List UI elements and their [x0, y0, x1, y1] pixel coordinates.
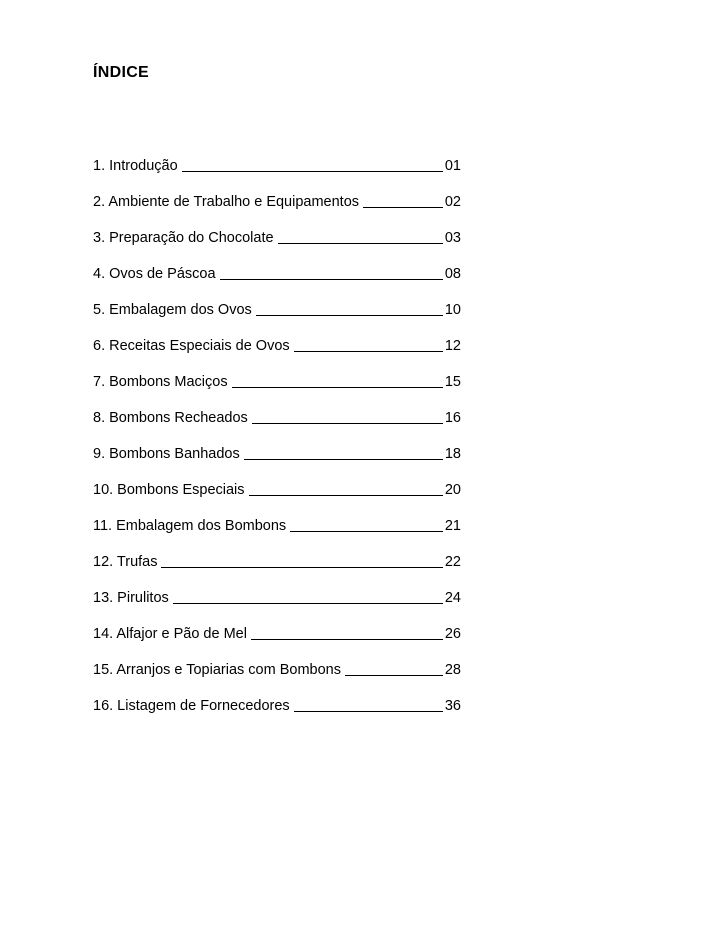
toc-entry-label: 4. Ovos de Páscoa	[93, 266, 216, 282]
toc-entry-label: 1. Introdução	[93, 158, 178, 174]
toc-leader-line	[232, 386, 443, 388]
toc-entry-page: 24	[444, 590, 461, 606]
toc-entry	[93, 427, 461, 463]
toc-entry-label: 7. Bombons Maciços	[93, 374, 228, 390]
toc-leader-line	[182, 170, 443, 172]
toc-entry-page: 16	[444, 410, 461, 426]
toc-entry-label: 12. Trufas	[93, 554, 158, 570]
toc-entry-label: 11. Embalagem dos Bombons	[93, 518, 287, 534]
toc-entry	[93, 607, 461, 643]
toc-entry	[93, 571, 461, 607]
toc-leader-line	[251, 638, 443, 640]
toc-entry-label: 9. Bombons Banhados	[93, 446, 240, 462]
toc-entry	[93, 247, 461, 283]
toc-entry-label: 6. Receitas Especiais de Ovos	[93, 338, 290, 354]
toc-leader-line	[220, 278, 443, 280]
toc-entry	[93, 319, 461, 355]
toc-leader-line	[161, 566, 442, 568]
toc-entry-page: 28	[444, 662, 461, 678]
toc-entry-label: 3. Preparação do Chocolate	[93, 230, 274, 246]
toc-entry-page: 22	[444, 554, 461, 570]
toc-leader-line	[363, 206, 443, 208]
toc-entry	[93, 391, 461, 427]
toc-entry	[93, 463, 461, 499]
toc-entry-page: 26	[444, 626, 461, 642]
toc-leader-line	[345, 674, 443, 676]
toc-entry-page: 10	[444, 302, 461, 318]
toc-leader-line	[244, 458, 443, 460]
toc-leader-line	[294, 350, 443, 352]
toc-entry-label: 5. Embalagem dos Ovos	[93, 302, 252, 318]
toc-entry-page: 02	[444, 194, 461, 210]
toc-leader-line	[290, 530, 443, 532]
toc-entry	[93, 535, 461, 571]
toc-entry-label: 16. Listagem de Fornecedores	[93, 698, 290, 714]
toc-entry	[93, 643, 461, 679]
toc-entry	[93, 139, 461, 175]
toc-entry	[93, 211, 461, 247]
toc-entry-label: 2. Ambiente de Trabalho e Equipamentos	[93, 194, 360, 210]
toc-leader-line	[252, 422, 443, 424]
toc-entry	[93, 283, 461, 319]
table-of-contents	[93, 139, 461, 715]
toc-leader-line	[294, 710, 443, 712]
toc-entry-label: 15. Arranjos e Topiarias com Bombons	[93, 662, 341, 678]
toc-leader-line	[256, 314, 443, 316]
toc-entry-label: 14. Alfajor e Pão de Mel	[93, 626, 247, 642]
toc-entry-page: 01	[444, 158, 461, 174]
toc-entry-label: 13. Pirulitos	[93, 590, 169, 606]
page-title: ÍNDICE	[93, 64, 150, 81]
toc-leader-line	[173, 602, 443, 604]
toc-entry-page: 36	[444, 698, 461, 714]
toc-entry-label: 8. Bombons Recheados	[93, 410, 248, 426]
toc-entry	[93, 175, 461, 211]
toc-entry-page: 12	[444, 338, 461, 354]
toc-entry-page: 20	[444, 482, 461, 498]
toc-entry-page: 03	[444, 230, 461, 246]
toc-entry-page: 21	[444, 518, 461, 534]
toc-entry-label: 10. Bombons Especiais	[93, 482, 245, 498]
toc-entry	[93, 355, 461, 391]
toc-entry	[93, 499, 461, 535]
toc-entry-page: 15	[444, 374, 461, 390]
toc-leader-line	[249, 494, 443, 496]
toc-leader-line	[278, 242, 443, 244]
toc-entry-page: 18	[444, 446, 461, 462]
toc-entry-page: 08	[444, 266, 461, 282]
toc-entry	[93, 679, 461, 715]
